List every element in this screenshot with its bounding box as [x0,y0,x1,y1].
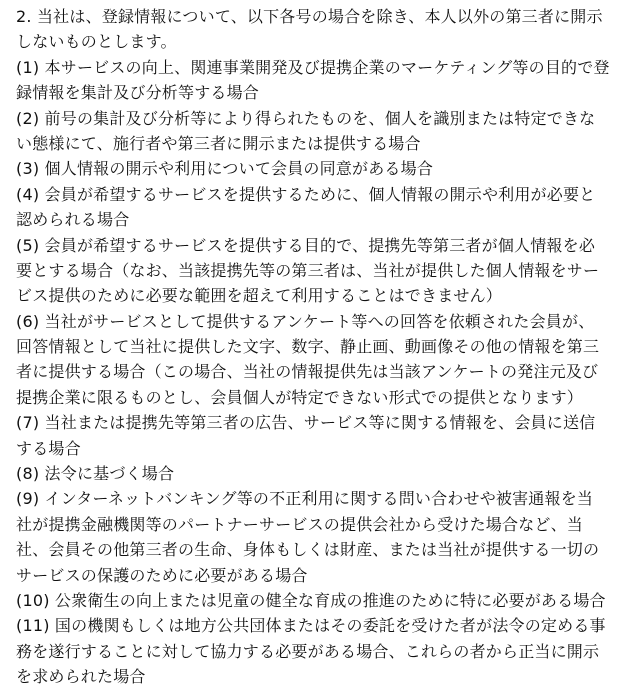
text-line: する場合 [16,438,81,458]
text-line: (7) 当社または提携先等第三者の広告、サービス等に関する情報を、会員に送信 [16,413,596,433]
text-line: 提携企業に限るものとし、会員個人が特定できない形式での提供となります） [16,387,584,407]
text-line: 者に提供する場合（この場合、当社の情報提供先は当該アンケートの発注元及び [16,362,599,382]
text-line: 務を遂行することに対して協力する必要がある場合、これらの者から正当に開示 [16,641,600,661]
text-line: (8) 法令に基づく場合 [16,464,175,484]
text-line: い態様にて、施行者や第三者に開示または提供する場合 [16,133,421,153]
text-line: 認められる場合 [16,210,130,230]
text-line: (2) 前号の集計及び分析等により得られたものを、個人を識別または特定できな [16,108,596,128]
text-line: (9) インターネットバンキング等の不正利用に関する問い合わせや被害通報を当 [16,489,594,509]
text-line: 要とする場合（なお、当該提携先等の第三者は、当社が提供した個人情報をサー [16,260,600,280]
text-line: (5) 会員が希望するサービスを提供する目的で、提携先等第三者が個人情報を必 [16,235,596,255]
text-line: 回答情報として当社に提供した文字、数字、静止画、動画像その他の情報を第三 [16,337,600,357]
text-line: (11) 国の機関もしくは地方公共団体またはその委託を受けた者が法令の定める事 [16,616,606,636]
text-line: (10) 公衆衛生の向上または児童の健全な育成の推進のために特に必要がある場合 [16,590,606,610]
text-line: (6) 当社がサービスとして提供するアンケート等への回答を依頼された会員が、 [16,311,595,331]
text-line: を求められた場合 [16,667,146,687]
text-line: (4) 会員が希望するサービスを提供するために、個人情報の開示や利用が必要と [16,184,596,204]
text-line: (1) 本サービスの向上、関連事業開発及び提携企業のマーケティング等の目的で登 [16,57,610,77]
text-line: 社が提携金融機関等のパートナーサービスの提供会社から受けた場合など、当 [16,514,584,534]
text-line: 社、会員その他第三者の生命、身体もしくは財産、または当社が提供する一切の [16,540,600,560]
text-line: しないものとします。 [16,32,177,52]
text-line: 録情報を集計及び分析等する場合 [16,83,260,103]
text-line: (3) 個人情報の開示や利用について会員の同意がある場合 [16,159,434,179]
text-line: サービスの保護のために必要がある場合 [16,565,308,585]
text-line: ビス提供のために必要な範囲を超えて利用することはできません） [16,286,503,306]
text-line: 2. 当社は、登録情報について、以下各号の場合を除き、本人以外の第三者に開示 [16,7,603,26]
